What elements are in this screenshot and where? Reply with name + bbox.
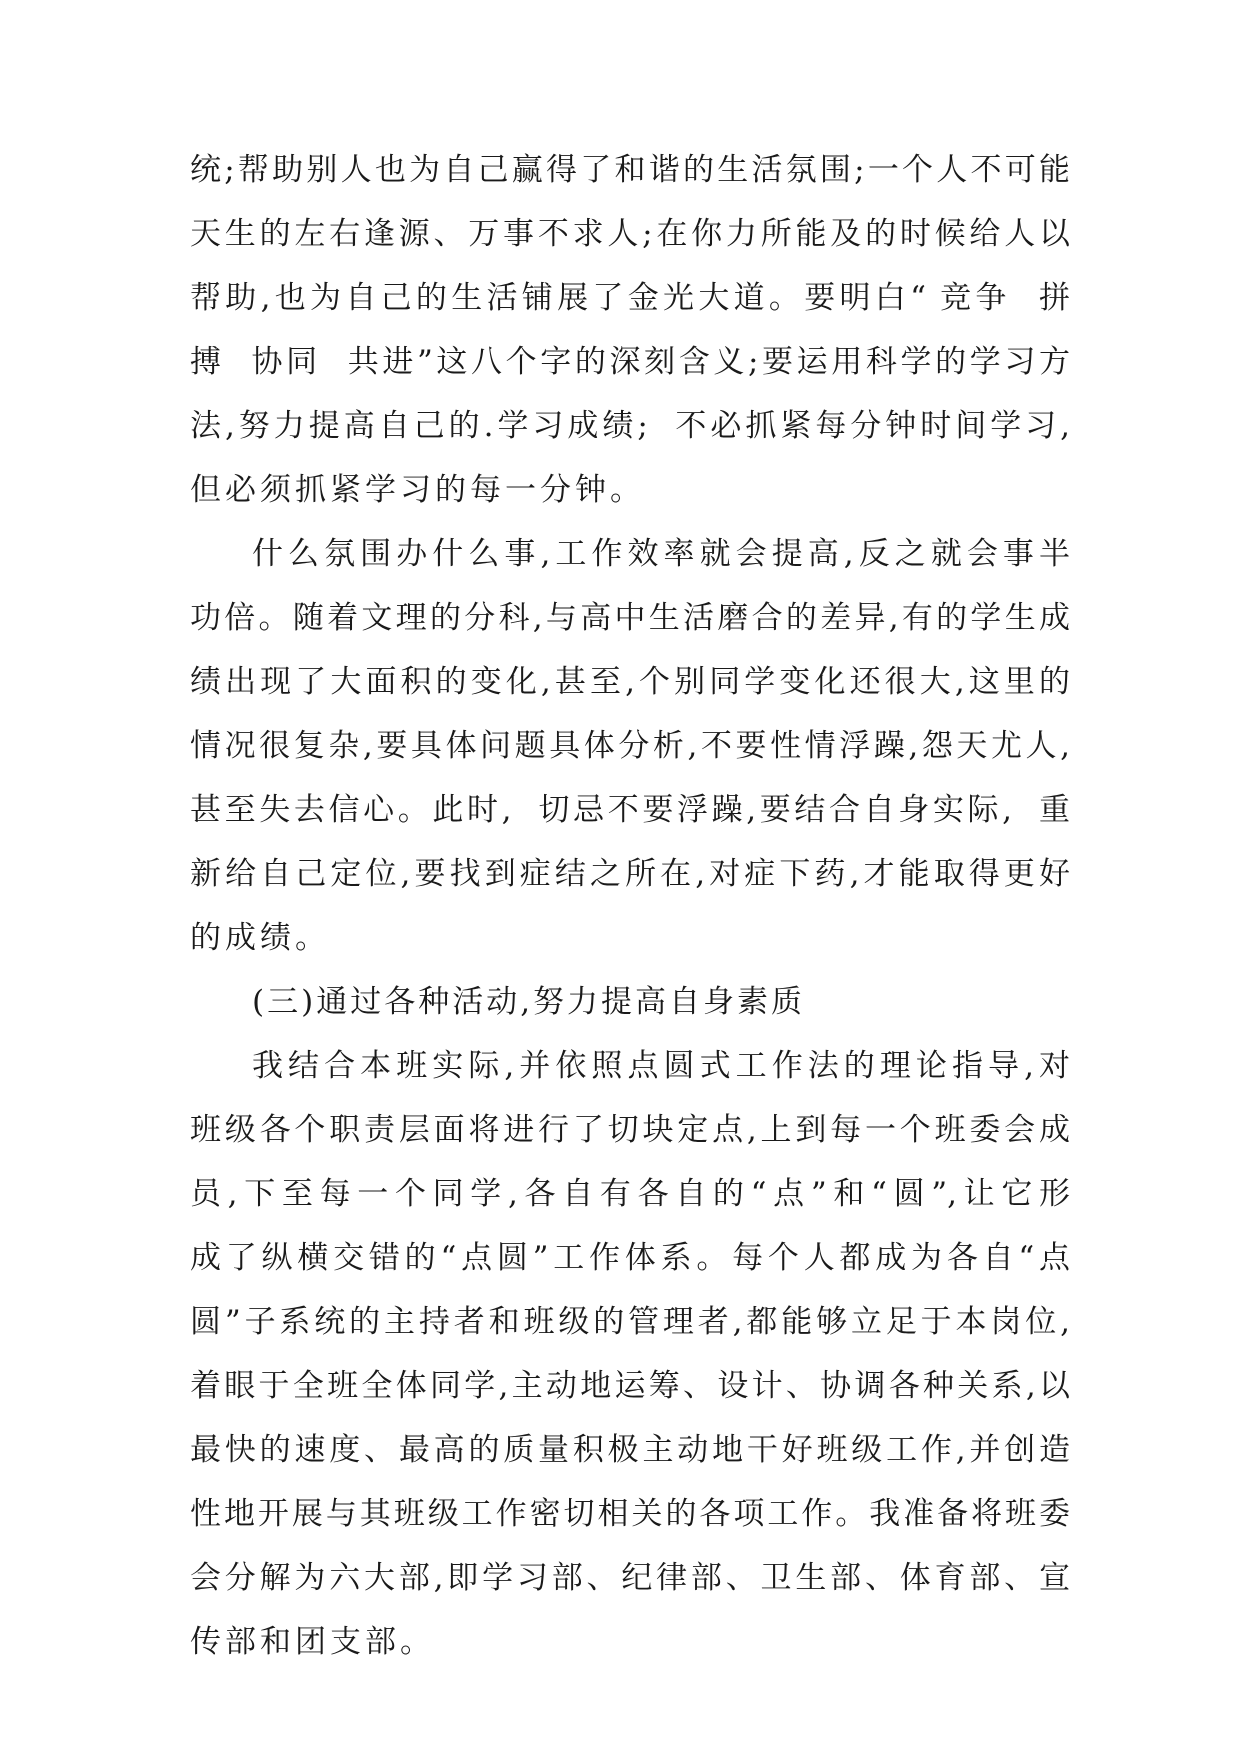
text-line: 什么氛围办什么事,工作效率就会提高,反之就会事半: [252, 536, 1070, 572]
text-line: 圆”子系统的主持者和班级的管理者,都能够立足于本岗位,: [190, 1304, 1070, 1340]
text-line: 着眼于全班全体同学,主动地运筹、设计、协调各种关系,以: [190, 1368, 1070, 1404]
text-line: 班级各个职责层面将进行了切块定点,上到每一个班委会成: [190, 1112, 1070, 1148]
text-line: 成了纵横交错的“点圆”工作体系。每个人都成为各自“点: [190, 1240, 1070, 1276]
text-line: 的成绩。: [190, 920, 330, 956]
text-line: 员,下至每一个同学,各自有各自的“点”和“圆”,让它形: [190, 1176, 1070, 1212]
text-line: 性地开展与其班级工作密切相关的各项工作。我准备将班委: [190, 1496, 1070, 1532]
section-heading: (三)通过各种活动,努力提高自身素质: [252, 984, 806, 1020]
text-line: 功倍。随着文理的分科,与高中生活磨合的差异,有的学生成: [190, 600, 1070, 636]
text-line: 但必须抓紧学习的每一分钟。: [190, 472, 645, 508]
text-line: 帮助,也为自己的生活铺展了金光大道。要明白“ 竞争 拼: [190, 280, 1070, 316]
text-line: 统;帮助别人也为自己赢得了和谐的生活氛围;一个人不可能: [190, 152, 1070, 188]
text-line: 法,努力提高自己的.学习成绩; 不必抓紧每分钟时间学习,: [190, 408, 1070, 444]
text-line: 会分解为六大部,即学习部、纪律部、卫生部、体育部、宣: [190, 1560, 1070, 1596]
text-line: 情况很复杂,要具体问题具体分析,不要性情浮躁,怨天尤人,: [190, 728, 1070, 764]
text-line: 新给自己定位,要找到症结之所在,对症下药,才能取得更好: [190, 856, 1070, 892]
text-line: 我结合本班实际,并依照点圆式工作法的理论指导,对: [252, 1048, 1070, 1084]
text-line: 传部和团支部。: [190, 1624, 435, 1660]
text-line: 天生的左右逢源、万事不求人;在你力所能及的时候给人以: [190, 216, 1070, 252]
text-line: 最快的速度、最高的质量积极主动地干好班级工作,并创造: [190, 1432, 1070, 1468]
text-line: 绩出现了大面积的变化,甚至,个别同学变化还很大,这里的: [190, 664, 1070, 700]
text-line: 甚至失去信心。此时, 切忌不要浮躁,要结合自身实际, 重: [190, 792, 1070, 828]
text-line: 搏 协同 共进”这八个字的深刻含义;要运用科学的学习方: [190, 344, 1070, 380]
